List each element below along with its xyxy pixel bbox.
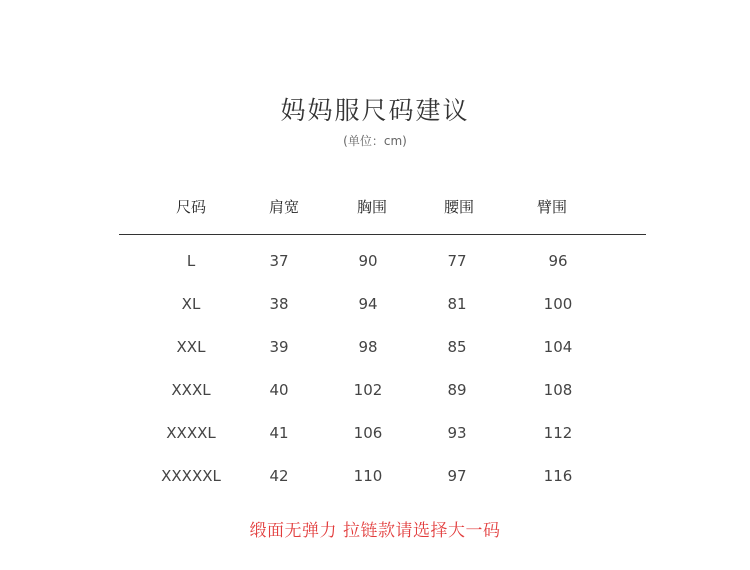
- cell-bust: 106: [353, 424, 383, 442]
- header-shoulder: 肩宽: [268, 198, 299, 216]
- page-title: 妈妈服尺码建议: [280, 96, 470, 125]
- cell-bust: 94: [358, 295, 378, 313]
- cell-waist: 81: [447, 295, 467, 313]
- header-bust: 胸围: [356, 198, 387, 216]
- cell-shoulder: 40: [269, 381, 289, 399]
- cell-size: XL: [181, 295, 201, 313]
- header-divider: [119, 234, 646, 235]
- cell-waist: 97: [447, 467, 467, 485]
- table-row: [0, 424, 750, 467]
- cell-arm: 112: [543, 424, 573, 442]
- cell-size: XXXXL: [166, 424, 216, 442]
- cell-shoulder: 41: [269, 424, 289, 442]
- table-row: [0, 338, 750, 381]
- cell-bust: 102: [353, 381, 383, 399]
- table-body: [0, 252, 750, 510]
- cell-size: XXXL: [171, 381, 211, 399]
- cell-size: XXXXXL: [161, 467, 221, 485]
- cell-arm: 104: [543, 338, 573, 356]
- cell-waist: 77: [447, 252, 467, 270]
- header-size: 尺码: [175, 198, 206, 216]
- size-note: 缎面无弹力 拉链款请选择大一码: [249, 521, 501, 541]
- header-waist: 腰围: [443, 198, 474, 216]
- cell-shoulder: 38: [269, 295, 289, 313]
- table-header: [0, 196, 750, 220]
- cell-shoulder: 39: [269, 338, 289, 356]
- cell-waist: 89: [447, 381, 467, 399]
- unit-label: (单位：cm): [343, 134, 407, 148]
- cell-size: L: [186, 252, 196, 270]
- cell-arm: 96: [548, 252, 568, 270]
- cell-waist: 85: [447, 338, 467, 356]
- cell-arm: 116: [543, 467, 573, 485]
- cell-bust: 98: [358, 338, 378, 356]
- table-row: [0, 252, 750, 295]
- cell-shoulder: 37: [269, 252, 289, 270]
- cell-bust: 110: [353, 467, 383, 485]
- cell-arm: 108: [543, 381, 573, 399]
- table-row: [0, 467, 750, 510]
- cell-waist: 93: [447, 424, 467, 442]
- cell-shoulder: 42: [269, 467, 289, 485]
- table-row: [0, 381, 750, 424]
- cell-bust: 90: [358, 252, 378, 270]
- cell-size: XXL: [176, 338, 206, 356]
- cell-arm: 100: [543, 295, 573, 313]
- header-arm: 臂围: [536, 198, 567, 216]
- table-row: [0, 295, 750, 338]
